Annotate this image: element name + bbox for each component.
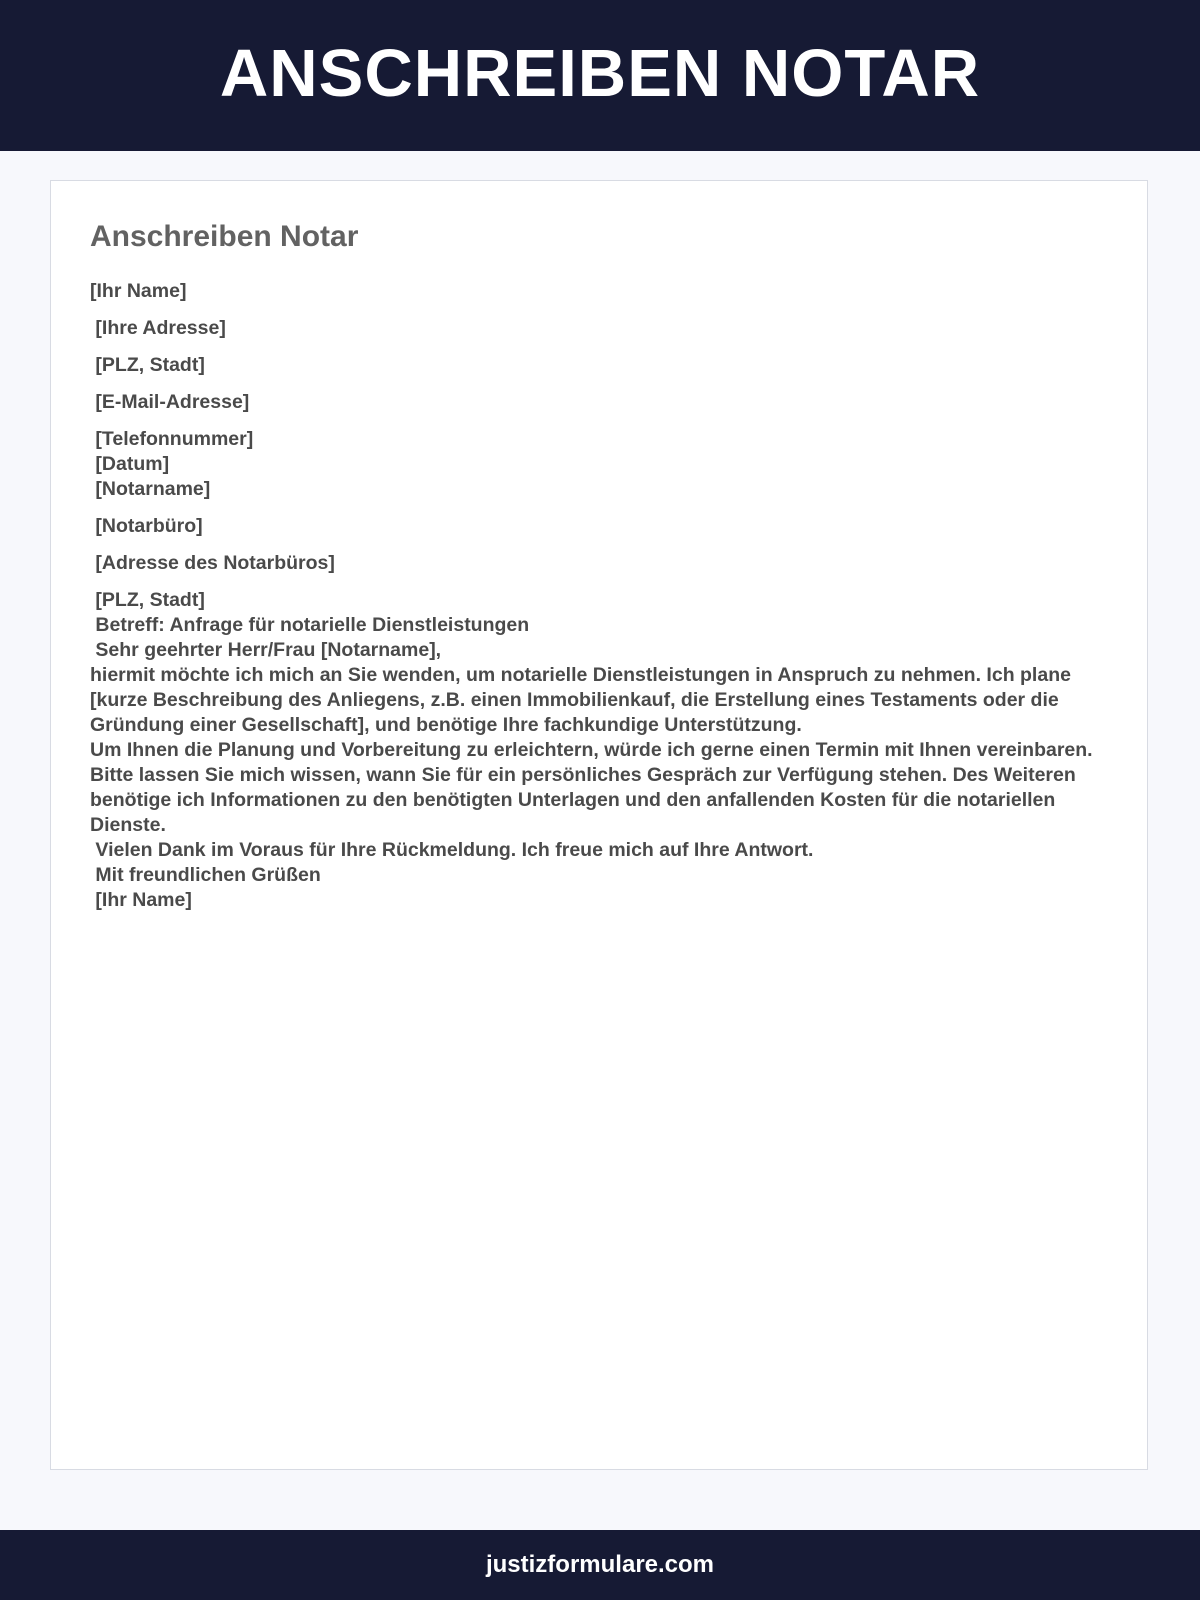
sender-address: [Ihre Adresse]	[90, 317, 226, 339]
document-title: Anschreiben Notar	[90, 220, 359, 253]
closing-greeting: Mit freundlichen Grüßen	[90, 864, 321, 886]
footer-site-link[interactable]: justizformulare.com	[485, 1551, 715, 1578]
recipient-office: [Notarbüro]	[90, 515, 203, 537]
page-header	[0, 0, 1200, 151]
sender-phone: [Telefonnummer]	[90, 428, 254, 450]
sender-name: [Ihr Name]	[90, 280, 187, 302]
sender-city: [PLZ, Stadt]	[90, 354, 205, 376]
closing-thanks: Vielen Dank im Voraus für Ihre Rückmeldung. Ich freue mich auf Ihre Antwort.	[90, 839, 814, 861]
subject-line: Betreff: Anfrage für notarielle Dienstleistungen	[90, 614, 530, 636]
page-footer	[0, 1530, 1200, 1600]
recipient-name: [Notarname]	[90, 478, 211, 500]
document-body	[90, 279, 1100, 913]
document-paper	[50, 180, 1148, 1470]
page-title: ANSCHREIBEN NOTAR	[219, 36, 981, 111]
sender-email: [E-Mail-Adresse]	[90, 391, 250, 413]
salutation: Sehr geehrter Herr/Frau [Notarname],	[90, 639, 442, 661]
body-paragraph-2: Um Ihnen die Planung und Vorbereitung zu erleichtern, würde ich gerne einen Termin mit Ihnen vereinbaren. Bitte lassen Sie mich wissen, wann Sie für ein persönliches Gespräch zur Verfügung stehen. Des Weiteren benötige ich Informationen zu den benötigten Unterlagen und den anfallenden Kosten für die notariellen Dienste.	[90, 739, 1099, 836]
recipient-city: [PLZ, Stadt]	[90, 589, 205, 611]
body-paragraph-1: hiermit möchte ich mich an Sie wenden, um notarielle Dienstleistungen in Anspruch zu nehmen. Ich plane [kurze Beschreibung des Anliegens, z.B. einen Immobilienkauf, die Erstellung eines Testaments oder die Gründung einer Gesellschaft], und benötige Ihre fachkundige Unterstützung.	[90, 664, 1077, 736]
signature-name: [Ihr Name]	[90, 889, 192, 911]
recipient-address: [Adresse des Notarbüros]	[90, 552, 335, 574]
letter-date: [Datum]	[90, 453, 170, 475]
